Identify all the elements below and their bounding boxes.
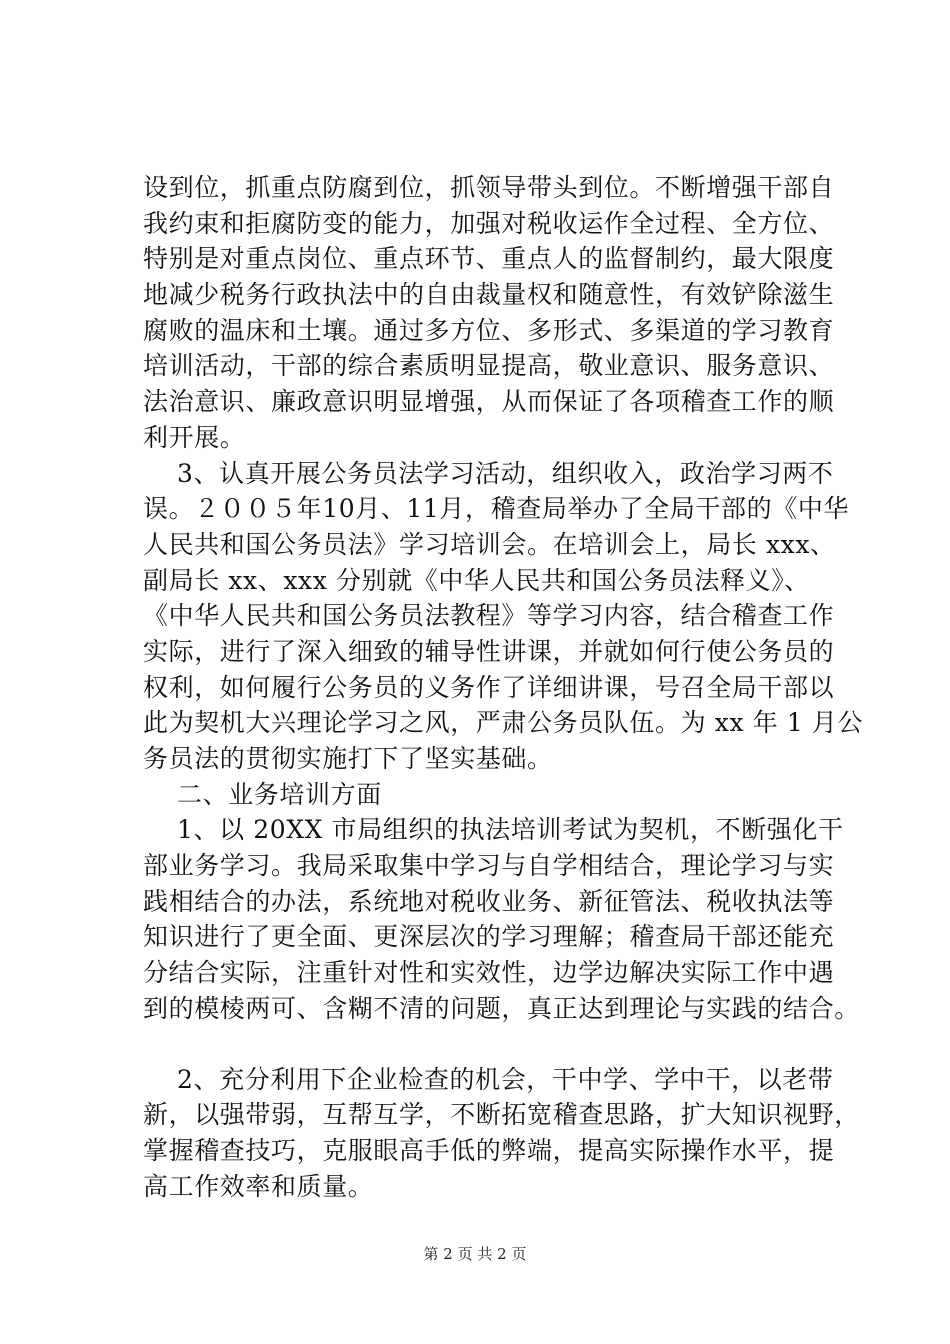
- text-line: 人民共和国公务员法》学习培训会。在培训会上，局长 xxx、: [143, 529, 836, 559]
- document-body: [143, 170, 864, 1204]
- text-line: 高工作效率和质量。: [143, 1171, 374, 1201]
- paragraph-civil-servant-law: [143, 456, 864, 777]
- text-line: 《中华人民共和国公务员法教程》等学习内容，结合稽查工作: [143, 601, 835, 631]
- text-line: 掌握稽查技巧，克服眼高手低的弊端，提高实际操作水平，提: [143, 1135, 835, 1165]
- text-line: 知识进行了更全面、更深层次的学习理解；稽查局干部还能充: [143, 922, 835, 952]
- text-line: 法治意识、廉政意识明显增强，从而保证了各项稽查工作的顺: [143, 387, 835, 417]
- text-line: 副局长 xx、xxx 分别就《中华人民共和国公务员法释义》、: [143, 565, 810, 595]
- paragraph-prevention: [143, 170, 835, 456]
- text-line: 权利，如何履行公务员的义务作了详细讲课，号召全局干部以: [143, 672, 835, 702]
- text-line: 部业务学习。我局采取集中学习与自学相结合，理论学习与实: [143, 851, 835, 881]
- text-line: 利开展。: [143, 422, 246, 452]
- text-line: 践相结合的办法，系统地对税收业务、新征管法、税收执法等: [143, 886, 835, 916]
- text-line: 到的模棱两可、含糊不清的问题，真正达到理论与实践的结合。: [143, 993, 860, 1023]
- page-footer: 第 2 页 共 2 页: [423, 1245, 527, 1263]
- text-line: 务员法的贯彻实施打下了坚实基础。: [143, 744, 553, 773]
- text-line: 新，以强带弱，互帮互学，不断拓宽稽查思路，扩大知识视野，: [143, 1100, 860, 1130]
- text-line: 分结合实际，注重针对性和实效性，边学边解决实际工作中遇: [143, 958, 835, 988]
- paragraph-training-exam: [143, 812, 860, 1026]
- text-line: 设到位，抓重点防腐到位，抓领导带头到位。不断增强干部自: [143, 173, 835, 202]
- text-line: 地减少税务行政执法中的自由裁量权和随意性，有效铲除滋生: [143, 280, 835, 310]
- paragraph-enterprise-inspection: [143, 1062, 860, 1205]
- paragraph-gap: [143, 1027, 823, 1062]
- text-line: 此为契机大兴理论学习之风，严肃公务员队伍。为 xx 年 1 月公: [143, 708, 864, 738]
- text-line: 我约束和拒腐防变的能力，加强对税收运作全过程、全方位、: [143, 208, 835, 238]
- text-line: 实际，进行了深入细致的辅导性讲课，并就如何行使公务员的: [143, 636, 835, 666]
- text-line: 2、充分利用下企业检查的机会，干中学、学中干，以老带: [177, 1064, 834, 1094]
- text-line: 特别是对重点岗位、重点环节、重点人的监督制约，最大限度: [143, 244, 835, 274]
- text-line: 腐败的温床和土壤。通过多方位、多形式、多渠道的学习教育: [143, 315, 835, 345]
- text-line: 3、认真开展公务员法学习活动，组织收入，政治学习两不: [177, 458, 834, 488]
- text-line: 误。２００５年10月、11月，稽查局举办了全局干部的《中华: [143, 494, 850, 524]
- text-line: 培训活动，干部的综合素质明显提高，敬业意识、服务意识、: [143, 351, 835, 381]
- text-line: 1、以 20XX 市局组织的执法培训考试为契机，不断强化干: [177, 815, 844, 845]
- section-heading: 二、业务培训方面: [177, 779, 382, 809]
